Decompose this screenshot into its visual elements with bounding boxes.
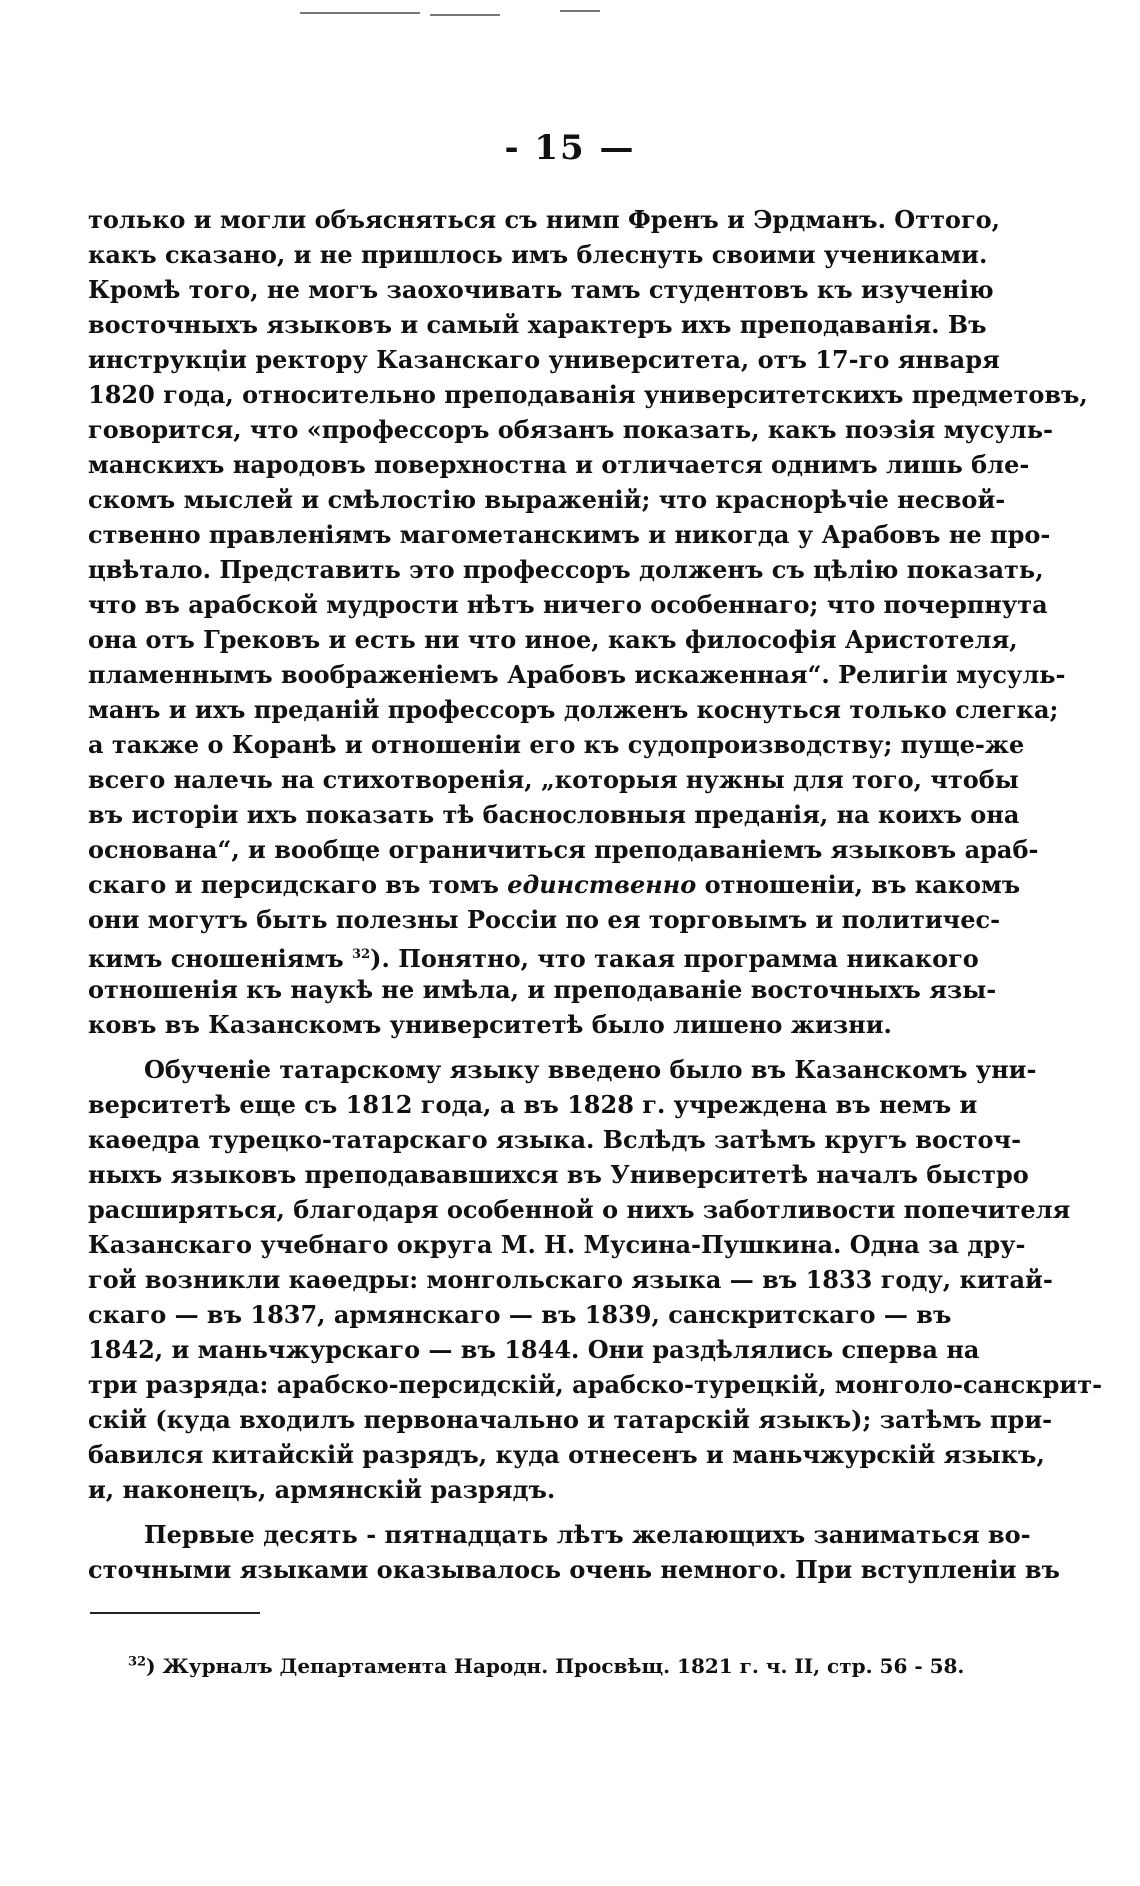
paragraph-gap <box>88 1507 942 1517</box>
footnote-reference[interactable]: 32 <box>352 947 371 962</box>
text-line: основана“, и вообще ограничиться преподаваніемъ языковъ араб- <box>88 835 1039 864</box>
footnote-number: 32 <box>128 1654 147 1670</box>
text-line: скомъ мыслей и смѣлостію выраженій; что краснорѣчіе несвой- <box>88 485 1006 514</box>
page-number: - 15 — <box>504 128 636 168</box>
text-line: всего налечь на стихотворенія, „которыя нужны для того, чтобы <box>88 765 1019 794</box>
text-fragment: скаго и персидскаго въ томъ <box>88 870 499 899</box>
text-line: скаго — въ 1837, армянскаго — въ 1839, санскритскаго — въ <box>88 1300 952 1329</box>
text-line: бавился китайскій разрядъ, куда отнесенъ и маньчжурскій языкъ, <box>88 1440 1045 1469</box>
text-line: каѳедра турецко-татарскаго языка. Вслѣдъ затѣмъ кругъ восточ- <box>88 1125 1022 1154</box>
text-line: манскихъ народовъ поверхностна и отличается однимъ лишь бле- <box>88 450 1030 479</box>
text-line: 1842, и маньчжурскаго — въ 1844. Они раздѣлялись сперва на <box>88 1335 980 1364</box>
text-line: Первые десять - пятнадцать лѣтъ желающихъ заниматься во- <box>144 1520 1031 1549</box>
paragraph-gap <box>88 1042 942 1052</box>
text-line: а также о Коранѣ и отношеніи его къ судопроизводству; пуще-же <box>88 730 1025 759</box>
text-line: восточныхъ языковъ и самый характеръ ихъ преподаванія. Въ <box>88 310 987 339</box>
text-line: Кромѣ того, не могъ заохочивать тамъ студентовъ къ изученію <box>88 275 994 304</box>
text-line: манъ и ихъ преданій профессоръ долженъ коснуться только слегка; <box>88 695 1059 724</box>
text-line: скій (куда входилъ первоначально и татарскій языкъ); затѣмъ при- <box>88 1405 1053 1434</box>
scan-artifact <box>300 12 420 14</box>
text-line: ныхъ языковъ преподававшихся въ Университетѣ началъ быстро <box>88 1160 1029 1189</box>
text-fragment: ). Понятно, что такая программа никакого <box>370 944 979 973</box>
text-line: что въ арабской мудрости нѣтъ ничего особеннаго; что почерпнута <box>88 590 1048 619</box>
text-line: расширяться, благодаря особенной о нихъ заботливости попечителя <box>88 1195 1071 1224</box>
text-line: инструкціи ректору Казанскаго университета, отъ 17-го января <box>88 345 1000 374</box>
text-fragment: отношеніи, въ какомъ <box>704 870 1021 899</box>
text-line: ковъ въ Казанскомъ университетѣ было лишено жизни. <box>88 1010 892 1039</box>
text-line: 1820 года, относительно преподаванія университетскихъ предметовъ, <box>88 380 1088 409</box>
text-line: цвѣтало. Представить это профессоръ долженъ съ цѣлію показать, <box>88 555 1044 584</box>
text-line: три разряда: арабско-персидскій, арабско-турецкій, монголо-санскрит- <box>88 1370 1103 1399</box>
text-line: она отъ Грековъ и есть ни что иное, какъ философія Аристотеля, <box>88 625 1018 654</box>
text-line: какъ сказано, и не пришлось имъ блеснуть своими учениками. <box>88 240 988 269</box>
text-line: пламеннымъ воображеніемъ Арабовъ искаженная“. Религіи мусуль- <box>88 660 1066 689</box>
text-line: въ исторіи ихъ показать тѣ баснословныя преданія, на коихъ она <box>88 800 1020 829</box>
footnote-divider <box>90 1612 260 1614</box>
text-line: Казанскаго учебнаго округа М. Н. Мусина-Пушкина. Одна за дру- <box>88 1230 1026 1259</box>
text-line: Обученіе татарскому языку введено было въ Казанскомъ уни- <box>144 1055 1037 1084</box>
main-text <box>88 202 1103 1587</box>
footnote <box>128 1654 964 1678</box>
text-line: сточными языками оказывалось очень немного. При вступленіи въ <box>88 1555 1060 1584</box>
text-line: только и могли объясняться съ нимп Френъ и Эрдманъ. Оттого, <box>88 205 1001 234</box>
italic-emphasis: единственно <box>507 870 697 899</box>
text-line-with-italic <box>88 867 1021 902</box>
text-line: и, наконецъ, армянскій разрядъ. <box>88 1475 556 1504</box>
text-fragment: кимъ сношеніямъ <box>88 944 344 973</box>
text-line: верситетѣ еще съ 1812 года, а въ 1828 г. учреждена въ немъ и <box>88 1090 978 1119</box>
text-line: гой возникли каѳедры: монгольскаго языка — въ 1833 году, китай- <box>88 1265 1053 1294</box>
text-line-with-footref <box>88 937 979 973</box>
footnote-text: ) Журналъ Департамента Народн. Просвѣщ. 1821 г. ч. II, стр. 56 - 58. <box>146 1654 965 1678</box>
scan-artifact <box>560 10 600 12</box>
scan-artifact <box>430 14 500 16</box>
text-line: говорится, что «профессоръ обязанъ показать, какъ поэзія мусуль- <box>88 415 1053 444</box>
text-line: отношенія къ наукѣ не имѣла, и преподаваніе восточныхъ язы- <box>88 975 997 1004</box>
text-line: ственно правленіямъ магометанскимъ и никогда у Арабовъ не про- <box>88 520 1051 549</box>
text-line: они могутъ быть полезны Россіи по ея торговымъ и политичес- <box>88 905 1001 934</box>
